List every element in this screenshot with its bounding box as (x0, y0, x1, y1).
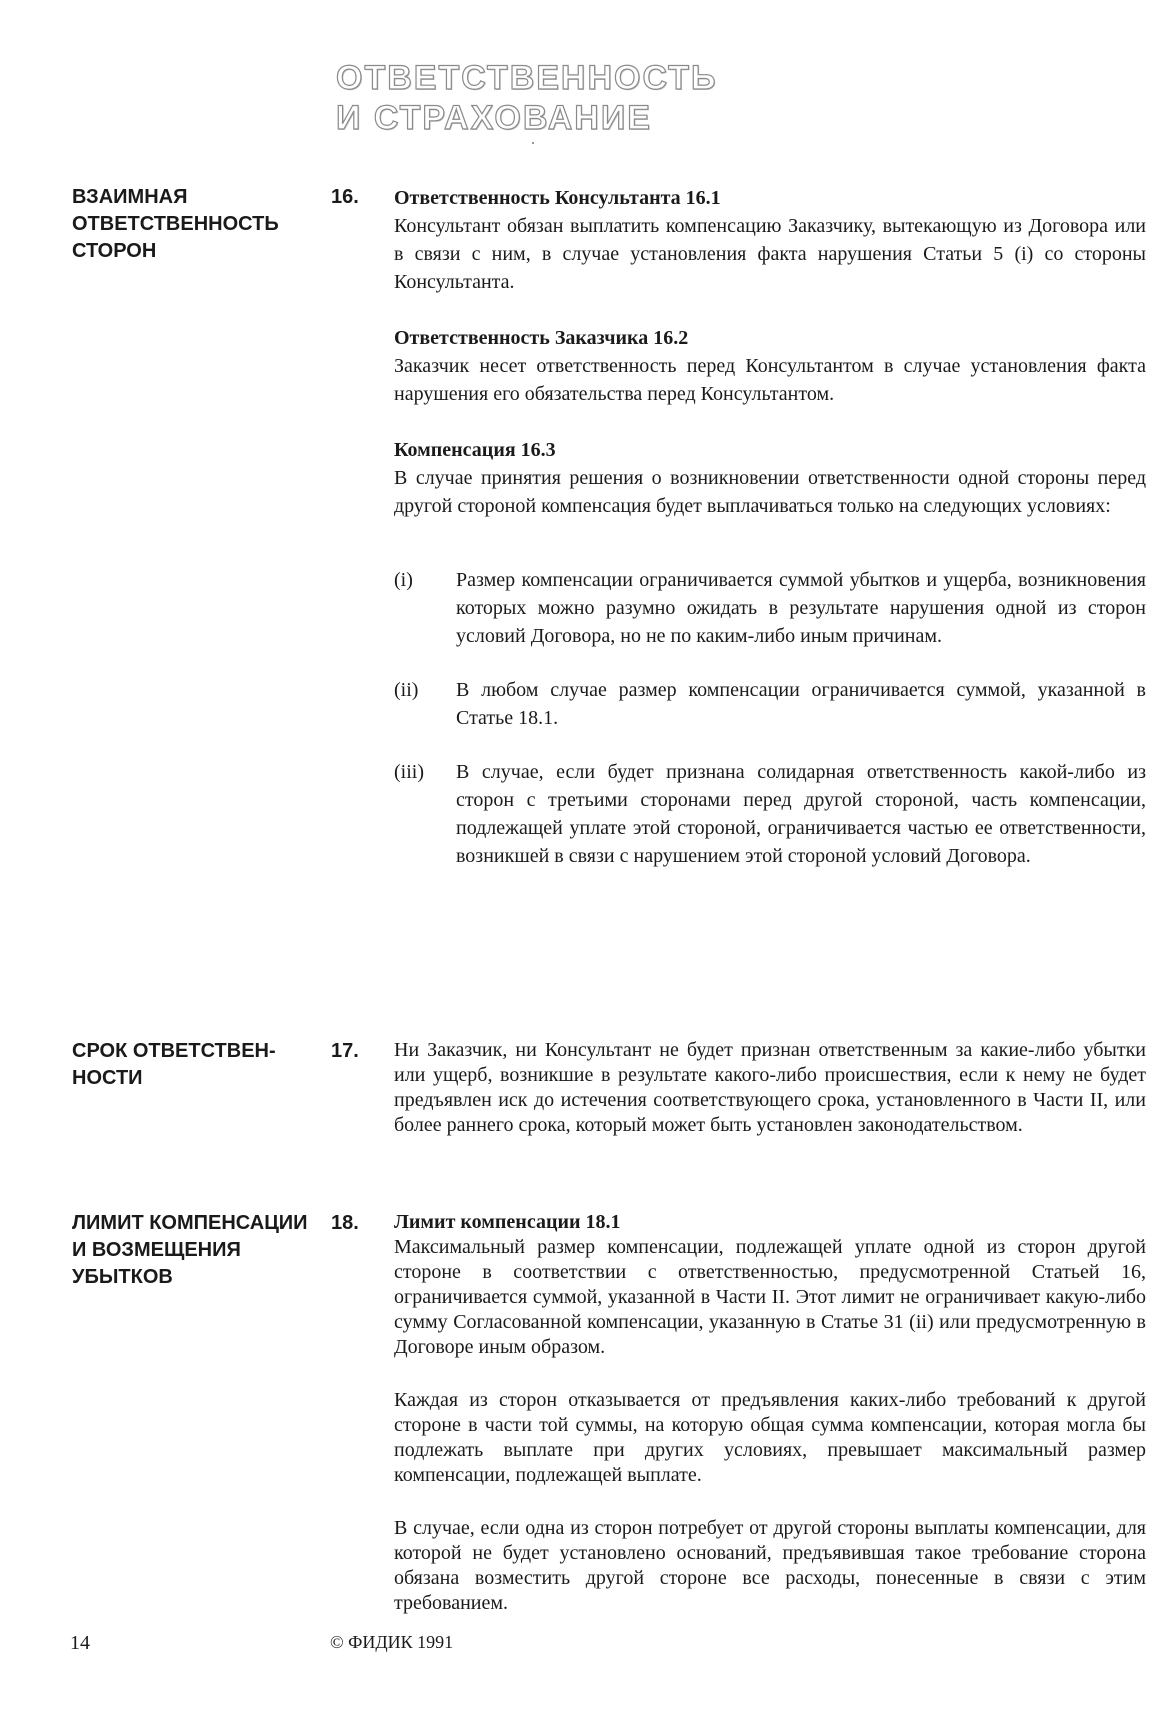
section-body (394, 1210, 1146, 1616)
section-body (394, 184, 1146, 896)
list-item-marker: (ii) (394, 679, 419, 701)
page-title-line-2: И СТРАХОВАНИЕ (336, 99, 652, 137)
section-number: 17. (331, 1040, 359, 1062)
section-body (394, 1038, 1146, 1138)
section-side-label: СРОК ОТВЕТСТВЕН-НОСТИ (72, 1040, 276, 1089)
scan-dot (532, 142, 534, 144)
subsection-text: Заказчик несет ответственность перед Консультантом в случае установления факта нарушения его обязательства перед Консультантом. (394, 355, 1146, 405)
list-item-text: В любом случае размер компенсации ограничивается суммой, указанной в Статье 18.1. (456, 679, 1146, 729)
section-number: 18. (331, 1212, 359, 1234)
copyright: © ФИДИК 1991 (330, 1632, 454, 1652)
paragraph: Максимальный размер компенсации, подлежащей уплате одной из сторон другой стороне в соответствии с ответственностью, предусмотренной Статьей 16, ограничивается суммой, указанной в Части II. Этот лимит не ограничивает какую-либо сумму Согласованной компенсации, указанную в Статье 31 (ii) или предусмотренную в Договоре иным образом. (394, 1236, 1146, 1358)
subsection-heading: Лимит компенсации 18.1 (394, 1211, 621, 1233)
page-title-line-1: ОТВЕТСТВЕННОСТЬ (336, 59, 718, 97)
list-item-marker: (i) (394, 569, 413, 591)
subsection-text: В случае принятия решения о возникновении ответственности одной стороны перед другой стороной компенсация будет выплачиваться только на следующих условиях: (394, 467, 1146, 517)
list-item (394, 758, 1146, 870)
list-item-marker: (iii) (394, 761, 424, 783)
section-number: 16. (331, 186, 359, 208)
list-item (394, 566, 1146, 650)
section-side-label: ЛИМИТ КОМПЕНСАЦИИ И ВОЗМЕЩЕНИЯ УБЫТКОВ (72, 1212, 308, 1288)
condition-list (394, 566, 1146, 870)
subsection-text: Консультант обязан выплатить компенсацию Заказчику, вытекающую из Договора или в связи с ним, в случае установления факта нарушения Статьи 5 (i) со стороны Консультанта. (394, 215, 1146, 293)
list-item-text: Размер компенсации ограничивается суммой убытков и ущерба, возникновения которых можно разумно ожидать в результате нарушения одной из сторон условий Договора, но не по каким-либо иным причинам. (456, 569, 1146, 647)
list-item-text: В случае, если будет признана солидарная ответственность какой-либо из сторон с третьими сторонами перед другой стороной, часть компенсации, подлежащей уплате этой стороной, ограничивается частью ее ответственности, возникшей в связи с нарушением этой стороной условий Договора. (456, 761, 1146, 867)
list-item (394, 676, 1146, 732)
section-text: Ни Заказчик, ни Консультант не будет признан ответственным за какие-либо убытки или ущерб, возникшие в результате какого-либо происшествия, если к нему не будет предъявлен иск до истечения соответствующего срока, установленного в Части II, или более раннего срока, который может быть установлен законодательством. (394, 1039, 1146, 1136)
subsection-heading: Компенсация 16.3 (394, 439, 556, 461)
page-title (336, 58, 717, 138)
subsection-heading: Ответственность Заказчика 16.2 (394, 327, 689, 349)
page-number: 14 (70, 1632, 90, 1654)
section-side-label: ВЗАИМНАЯ ОТВЕТСТВЕННОСТЬ СТОРОН (72, 186, 279, 262)
paragraph: Каждая из сторон отказывается от предъявления каких-либо требований к другой стороне в части той суммы, на которую общая сумма компенсации, которая могла бы подлежать выплате при других условиях, превышает максимальный размер компенсации, подлежащей выплате. (394, 1389, 1146, 1486)
paragraph: В случае, если одна из сторон потребует от другой стороны выплаты компенсации, для которой не будет установлено оснований, предъявившая такое требование сторона обязана возместить другой стороне все расходы, понесенные в связи с этим требованием. (394, 1517, 1146, 1614)
subsection-heading: Ответственность Консультанта 16.1 (394, 187, 721, 209)
